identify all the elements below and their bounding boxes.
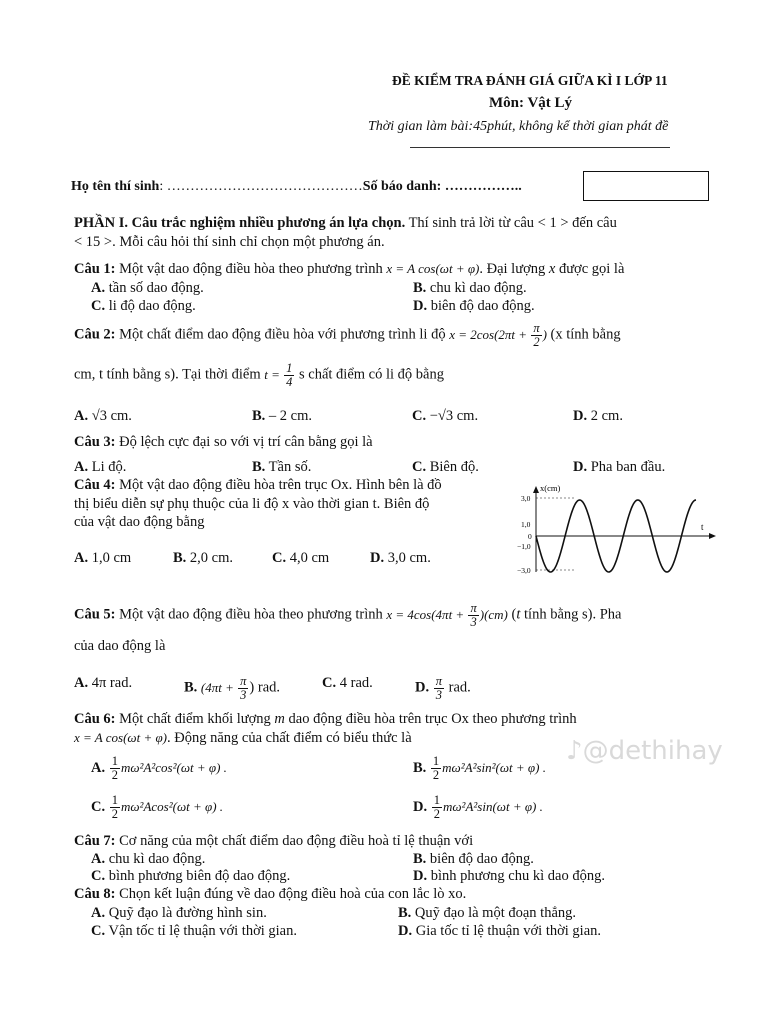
q2-label: Câu 2: <box>74 326 116 343</box>
id-label: Số báo danh: …………….. <box>362 179 522 194</box>
q7-stem: Câu 7: Cơ năng của một chất điểm dao động điều hoà tỉ lệ thuận với <box>74 833 474 849</box>
name-label: Họ tên thí sinh <box>71 179 160 194</box>
tick-label-3: 3,0 <box>521 494 531 503</box>
q3-option-a[interactable]: A. Li độ. <box>74 459 127 475</box>
q7-option-c[interactable]: C. bình phương biên độ dao động. <box>91 868 291 884</box>
t-axis-label: t <box>701 522 704 532</box>
q5-formula: x = 4cos(4πt + $\frac{\pi}{3}$ )(cm) <box>386 601 508 630</box>
student-info-line <box>71 179 522 195</box>
q2-formula: x = 2cos(2πt + $\frac{\pi}{2}$ ) <box>449 321 547 350</box>
q7-option-b[interactable]: B. biên độ dao động. <box>413 851 534 867</box>
q5-stem: Câu 5: Một vật dao động điều hòa theo phương trình x = 4cos(4πt + $\frac{\pi}{3}$ )(cm) (t tính bằng s). Pha <box>74 601 622 630</box>
q1-stem: Câu 1: Một vật dao động điều hòa theo phương trình x = A cos(ωt + φ). Đại lượng x được gọi là <box>74 261 625 277</box>
exam-title: ĐỀ KIỂM TRA ĐÁNH GIÁ GIỮA KÌ I LỚP 11 <box>392 73 668 88</box>
q1-option-d[interactable]: D. biên độ dao động. <box>413 298 535 314</box>
q8-label: Câu 8: <box>74 886 116 902</box>
q4-label: Câu 4: <box>74 477 116 493</box>
q6-option-c[interactable]: C. $\frac{1}{2}$ mω²Acos²(ωt + φ) . <box>91 793 224 822</box>
q6-option-a[interactable]: A. $\frac{1}{2}$ mω²A²cos²(ωt + φ) . <box>91 754 227 783</box>
q6-stem-2: x = A cos(ωt + φ). Động năng của chất điểm có biểu thức là <box>74 730 412 746</box>
q4-option-d[interactable]: D. 3,0 cm. <box>370 550 431 566</box>
q4-option-c[interactable]: C. 4,0 cm <box>272 550 330 566</box>
tick-label-neg1: −1,0 <box>517 542 531 551</box>
q7-option-d[interactable]: D. bình phương chu kì dao động. <box>413 868 605 884</box>
q3-stem: Câu 3: Độ lệch cực đại so với vị trí cân bằng gọi là <box>74 434 373 450</box>
part1-heading <box>74 215 617 232</box>
q8-stem: Câu 8: Chọn kết luận đúng về dao động điều hoà của con lắc lò xo. <box>74 886 467 902</box>
q8-option-d[interactable]: D. Gia tốc tỉ lệ thuận với thời gian. <box>398 923 602 939</box>
q8-option-b[interactable]: B. Quỹ đạo là một đoạn thẳng. <box>398 905 577 921</box>
q4-stem-3: của vật dao động bằng <box>74 514 205 530</box>
q2-option-d[interactable]: D. 2 cm. <box>573 408 623 424</box>
q5-label: Câu 5: <box>74 606 116 623</box>
q2-option-a[interactable]: A. √3 cm. <box>74 408 132 424</box>
part1-title: PHẦN I. Câu trắc nghiệm nhiều phương án lựa chọn. <box>74 215 406 231</box>
q2-time: t = $\frac{1}{4}$ <box>264 361 293 390</box>
q3-option-c[interactable]: C. Biên độ. <box>412 459 479 475</box>
subject: Môn: Vật Lý <box>489 95 573 111</box>
q6-stem: Câu 6: Một chất điểm khối lượng m dao động điều hòa trên trục Ox theo phương trình <box>74 711 577 727</box>
q1-formula: x = A cos(ωt + φ) <box>386 261 480 276</box>
q4-option-a[interactable]: A. 1,0 cm <box>74 550 132 566</box>
q3-option-d[interactable]: D. Pha ban đầu. <box>573 459 666 475</box>
q2-stem: Câu 2: Một chất điểm dao động điều hòa với phương trình li độ x = 2cos(2πt + $\frac{\pi}{2}$ ) (x tính bằng <box>74 321 621 350</box>
q6-label: Câu 6: <box>74 711 116 727</box>
watermark: ♪@dethihay <box>566 736 723 766</box>
q4-stem: Câu 4: Một vật dao động điều hòa trên trục Ox. Hình bên là đồ <box>74 477 442 493</box>
q1-option-c[interactable]: C. li độ dao động. <box>91 298 196 314</box>
exam-time: Thời gian làm bài:45phút, không kể thời gian phát đề <box>368 119 669 134</box>
q4-option-b[interactable]: B. 2,0 cm. <box>173 550 234 566</box>
q6-option-b[interactable]: B. $\frac{1}{2}$ mω²A²sin²(ωt + φ) . <box>413 754 546 783</box>
part1-instruction-2: < 15 >. Mỗi câu hỏi thí sinh chỉ chọn một phương án. <box>74 234 385 250</box>
part1-instruction: Thí sinh trả lời từ câu < 1 > đến câu <box>405 215 617 231</box>
q8-option-a[interactable]: A. Quỹ đạo là đường hình sin. <box>91 905 267 921</box>
q2-stem-2: cm, t tính bằng s). Tại thời điểm t = $\frac{1}{4}$ s chất điểm có li độ bằng <box>74 361 444 390</box>
tick-label-0: 0 <box>528 532 532 541</box>
q8-option-c[interactable]: C. Vận tốc tỉ lệ thuận với thời gian. <box>91 923 297 939</box>
q6-formula: x = A cos(ωt + φ) <box>74 730 168 745</box>
q6-option-d[interactable]: D. $\frac{1}{2}$ mω²A²sin(ωt + φ) . <box>413 793 543 822</box>
tick-label-1: 1,0 <box>521 520 531 529</box>
q5-stem-2: của dao động là <box>74 638 166 654</box>
q1-option-b[interactable]: B. chu kì dao động. <box>413 280 527 296</box>
q5-option-c[interactable]: C. 4 rad. <box>322 675 373 691</box>
q2-option-b[interactable]: B. – 2 cm. <box>252 408 313 424</box>
tick-label-neg3: −3,0 <box>517 566 531 575</box>
q5-option-a[interactable]: A. 4π rad. <box>74 675 133 691</box>
q3-option-b[interactable]: B. Tần số. <box>252 459 312 475</box>
header-divider <box>410 147 670 148</box>
q4-stem-2: thị biểu diễn sự phụ thuộc của li độ x vào thời gian t. Biên độ <box>74 496 430 512</box>
q3-label: Câu 3: <box>74 434 116 450</box>
oscillation-graph <box>496 480 720 580</box>
student-id-box[interactable] <box>583 171 709 201</box>
q5-option-d[interactable]: D. $\frac{\pi}{3}$ rad. <box>415 674 471 703</box>
q1-label: Câu 1: <box>74 261 116 277</box>
name-field[interactable]: : …………………………………… <box>159 179 363 194</box>
x-axis-arrow <box>533 486 539 493</box>
q7-label: Câu 7: <box>74 833 116 849</box>
q2-option-c[interactable]: C. −√3 cm. <box>412 408 479 424</box>
q5-option-b[interactable]: B. (4πt + $\frac{\pi}{3}$ ) rad. <box>184 674 281 703</box>
y-axis-label: x(cm) <box>540 483 561 493</box>
q1-option-a[interactable]: A. tần số dao động. <box>91 280 204 296</box>
q7-option-a[interactable]: A. chu kì dao động. <box>91 851 206 867</box>
t-axis-arrow <box>709 533 716 539</box>
